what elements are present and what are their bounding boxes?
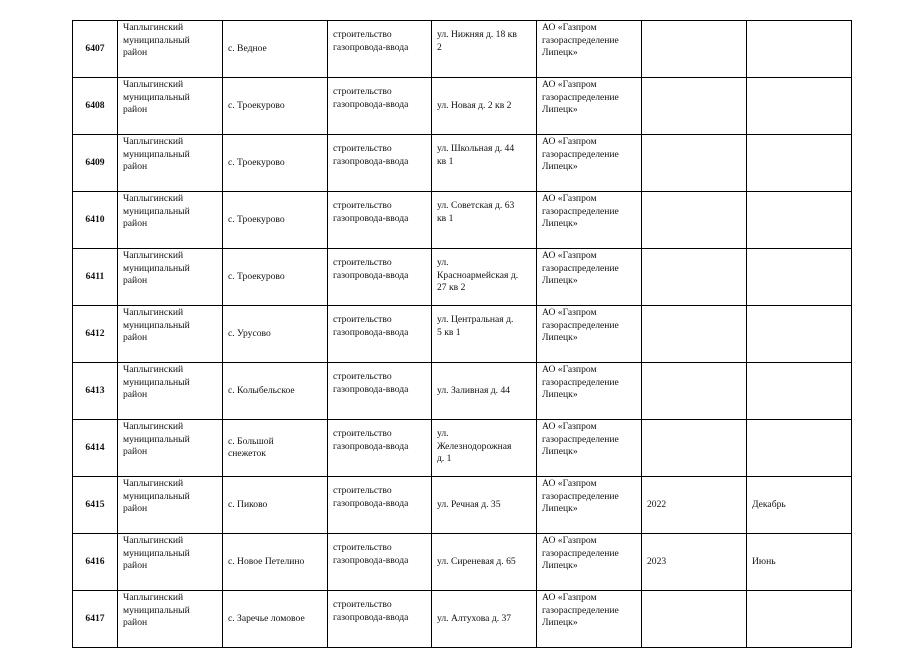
month-cell [747, 591, 852, 648]
org-text: АО «Газпром газораспределение Липецк» [542, 193, 619, 229]
num-text: 6415 [85, 498, 105, 510]
organization-cell [537, 534, 642, 591]
record-number [73, 534, 118, 591]
address-cell [432, 363, 537, 420]
district-cell [118, 21, 223, 78]
district-text: Чаплыгинский муниципальный район [123, 79, 190, 115]
organization-cell [537, 420, 642, 477]
village-cell [223, 534, 328, 591]
village-text: с. Пиково [228, 498, 268, 510]
district-cell [118, 363, 223, 420]
record-number [73, 21, 118, 78]
year-text: 2022 [647, 498, 667, 510]
work-text: строительство газопровода-ввода [333, 371, 409, 395]
work-type-cell [328, 591, 432, 648]
address-text: ул. Сиреневая д. 65 [437, 555, 516, 567]
work-text: строительство газопровода-ввода [333, 200, 409, 224]
work-type-cell [328, 306, 432, 363]
year-cell [642, 135, 747, 192]
month-cell [747, 192, 852, 249]
work-text: строительство газопровода-ввода [333, 257, 409, 281]
year-cell [642, 363, 747, 420]
table-row [73, 249, 852, 306]
table-row [73, 477, 852, 534]
year-cell [642, 78, 747, 135]
table-row [73, 420, 852, 477]
village-text: с. Новое Петелино [228, 555, 305, 567]
month-cell [747, 306, 852, 363]
village-cell [223, 249, 328, 306]
month-cell [747, 477, 852, 534]
num-text: 6413 [85, 384, 105, 396]
village-text: с. Заречье ломовое [228, 612, 305, 624]
address-cell [432, 192, 537, 249]
district-text: Чаплыгинский муниципальный район [123, 22, 190, 58]
org-text: АО «Газпром газораспределение Липецк» [542, 250, 619, 286]
table-row [73, 21, 852, 78]
table-row [73, 78, 852, 135]
village-cell [223, 78, 328, 135]
month-text: Декабрь [752, 498, 786, 510]
address-cell [432, 477, 537, 534]
month-cell [747, 249, 852, 306]
village-cell [223, 363, 328, 420]
address-text: ул. Центральная д. 5 кв 1 [437, 314, 514, 338]
address-text: ул. Речная д. 35 [437, 498, 501, 510]
district-cell [118, 477, 223, 534]
address-cell [432, 21, 537, 78]
address-text: ул. Красноармейская д. 27 кв 2 [437, 257, 519, 293]
village-text: с. Троекурово [228, 270, 285, 282]
num-text: 6416 [85, 555, 105, 567]
org-text: АО «Газпром газораспределение Липецк» [542, 421, 619, 457]
num-text: 6408 [85, 99, 105, 111]
num-text: 6414 [85, 441, 105, 453]
village-cell [223, 21, 328, 78]
district-cell [118, 135, 223, 192]
work-text: строительство газопровода-ввода [333, 314, 409, 338]
month-cell [747, 135, 852, 192]
address-text: ул. Алтухова д. 37 [437, 612, 512, 624]
work-type-cell [328, 192, 432, 249]
record-number [73, 306, 118, 363]
district-text: Чаплыгинский муниципальный район [123, 307, 190, 343]
record-number [73, 591, 118, 648]
address-text: ул. Нижняя д. 18 кв 2 [437, 29, 517, 53]
num-text: 6417 [85, 612, 105, 624]
organization-cell [537, 591, 642, 648]
table-row [73, 306, 852, 363]
work-type-cell [328, 249, 432, 306]
org-text: АО «Газпром газораспределение Липецк» [542, 79, 619, 115]
month-cell [747, 21, 852, 78]
address-cell [432, 78, 537, 135]
work-type-cell [328, 21, 432, 78]
work-text: строительство газопровода-ввода [333, 428, 409, 452]
org-text: АО «Газпром газораспределение Липецк» [542, 307, 619, 343]
record-number [73, 78, 118, 135]
address-cell [432, 135, 537, 192]
organization-cell [537, 306, 642, 363]
address-cell [432, 420, 537, 477]
organization-cell [537, 135, 642, 192]
work-type-cell [328, 477, 432, 534]
village-text: с. Ведное [228, 42, 267, 54]
month-cell [747, 78, 852, 135]
gas-connection-table [72, 20, 852, 648]
village-cell [223, 306, 328, 363]
table-body [73, 21, 852, 648]
year-cell [642, 192, 747, 249]
month-text: Июнь [752, 555, 776, 567]
table-row [73, 591, 852, 648]
address-text: ул. Новая д. 2 кв 2 [437, 99, 512, 111]
district-text: Чаплыгинский муниципальный район [123, 535, 190, 571]
record-number [73, 420, 118, 477]
num-text: 6410 [85, 213, 105, 225]
year-cell [642, 249, 747, 306]
organization-cell [537, 249, 642, 306]
org-text: АО «Газпром газораспределение Липецк» [542, 136, 619, 172]
work-type-cell [328, 78, 432, 135]
record-number [73, 192, 118, 249]
org-text: АО «Газпром газораспределение Липецк» [542, 364, 619, 400]
village-cell [223, 420, 328, 477]
table-row [73, 363, 852, 420]
village-text: с. Троекурово [228, 156, 285, 168]
work-text: строительство газопровода-ввода [333, 29, 409, 53]
district-text: Чаплыгинский муниципальный район [123, 250, 190, 286]
year-cell [642, 534, 747, 591]
district-text: Чаплыгинский муниципальный район [123, 364, 190, 400]
work-type-cell [328, 363, 432, 420]
district-text: Чаплыгинский муниципальный район [123, 592, 190, 628]
village-text: с. Большой снежеток [228, 435, 274, 459]
district-cell [118, 249, 223, 306]
record-number [73, 135, 118, 192]
month-cell [747, 534, 852, 591]
month-cell [747, 420, 852, 477]
org-text: АО «Газпром газораспределение Липецк» [542, 592, 619, 628]
num-text: 6411 [85, 270, 105, 282]
num-text: 6407 [85, 42, 105, 54]
year-cell [642, 306, 747, 363]
village-text: с. Колыбельское [228, 384, 295, 396]
work-text: строительство газопровода-ввода [333, 485, 409, 509]
work-text: строительство газопровода-ввода [333, 599, 409, 623]
address-text: ул. Советская д. 63 кв 1 [437, 200, 515, 224]
organization-cell [537, 78, 642, 135]
village-text: с. Троекурово [228, 213, 285, 225]
num-text: 6412 [85, 327, 105, 339]
address-cell [432, 306, 537, 363]
work-type-cell [328, 420, 432, 477]
village-text: с. Урусово [228, 327, 271, 339]
address-cell [432, 534, 537, 591]
work-text: строительство газопровода-ввода [333, 542, 409, 566]
table-row [73, 534, 852, 591]
address-text: ул. Заливная д. 44 [437, 384, 511, 396]
district-text: Чаплыгинский муниципальный район [123, 478, 190, 514]
district-cell [118, 306, 223, 363]
organization-cell [537, 192, 642, 249]
district-text: Чаплыгинский муниципальный район [123, 421, 190, 457]
org-text: АО «Газпром газораспределение Липецк» [542, 535, 619, 571]
village-cell [223, 135, 328, 192]
record-number [73, 477, 118, 534]
district-text: Чаплыгинский муниципальный район [123, 193, 190, 229]
year-cell [642, 591, 747, 648]
org-text: АО «Газпром газораспределение Липецк» [542, 22, 619, 58]
organization-cell [537, 477, 642, 534]
district-cell [118, 78, 223, 135]
org-text: АО «Газпром газораспределение Липецк» [542, 478, 619, 514]
district-cell [118, 192, 223, 249]
village-cell [223, 477, 328, 534]
year-cell [642, 420, 747, 477]
year-cell [642, 477, 747, 534]
year-text: 2023 [647, 555, 667, 567]
organization-cell [537, 363, 642, 420]
address-text: ул. Школьная д. 44 кв 1 [437, 143, 515, 167]
district-cell [118, 591, 223, 648]
organization-cell [537, 21, 642, 78]
table-row [73, 192, 852, 249]
district-cell [118, 534, 223, 591]
record-number [73, 249, 118, 306]
address-cell [432, 249, 537, 306]
table-row [73, 135, 852, 192]
record-number [73, 363, 118, 420]
year-cell [642, 21, 747, 78]
village-text: с. Троекурово [228, 99, 285, 111]
village-cell [223, 591, 328, 648]
num-text: 6409 [85, 156, 105, 168]
work-text: строительство газопровода-ввода [333, 86, 409, 110]
work-type-cell [328, 135, 432, 192]
address-cell [432, 591, 537, 648]
district-cell [118, 420, 223, 477]
month-cell [747, 363, 852, 420]
work-text: строительство газопровода-ввода [333, 143, 409, 167]
district-text: Чаплыгинский муниципальный район [123, 136, 190, 172]
village-cell [223, 192, 328, 249]
work-type-cell [328, 534, 432, 591]
address-text: ул. Железнодорожная д. 1 [437, 428, 512, 464]
